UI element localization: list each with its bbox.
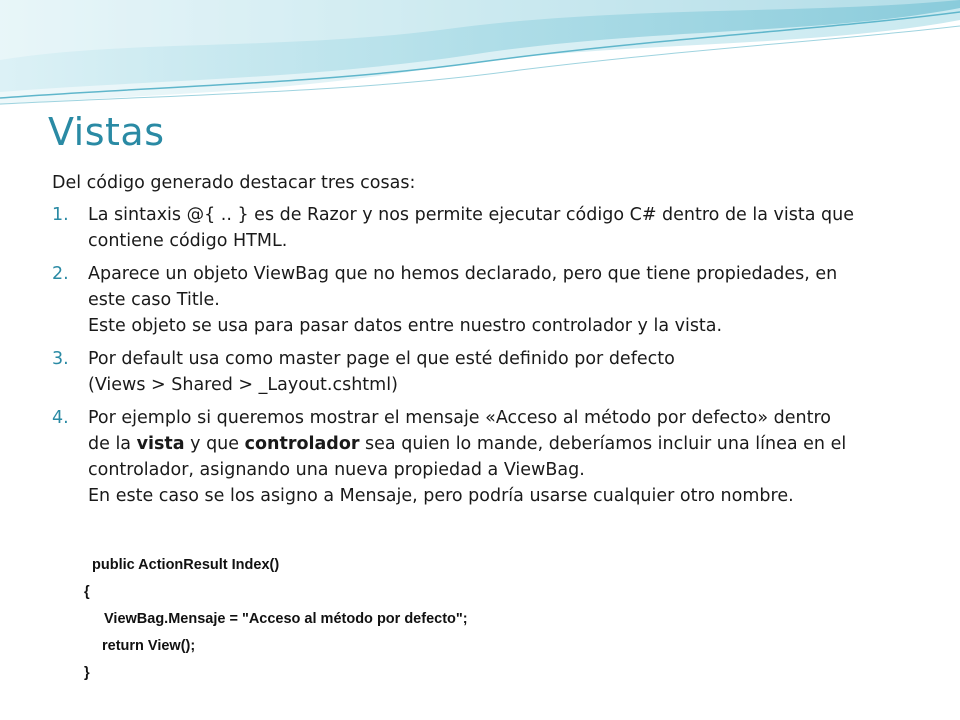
slide-body	[52, 170, 932, 516]
slide-title: Vistas	[48, 110, 165, 154]
list-line: La sintaxis @{ .. } es de Razor y nos permite ejecutar código C# dentro de la vista que	[88, 205, 854, 225]
list-item	[52, 261, 932, 339]
list-line: Este objeto se usa para pasar datos entre nuestro controlador y la vista.	[88, 316, 723, 336]
code-line: }	[84, 665, 90, 681]
list-line: En este caso se los asigno a Mensaje, pero podría usarse cualquier otro nombre.	[88, 486, 794, 506]
bold-term-controlador: controlador	[244, 434, 360, 454]
list-line: Por default usa como master page el que esté definido por defecto	[88, 349, 675, 369]
text-run: sea quien lo mande, deberíamos incluir una línea en el	[359, 434, 847, 454]
code-line: {	[84, 584, 90, 600]
list-item	[52, 202, 932, 254]
list-line: controlador, asignando una nueva propiedad a ViewBag.	[88, 460, 585, 480]
list-item	[52, 346, 932, 398]
bold-term-vista: vista	[136, 434, 185, 454]
list-line: este caso Title.	[88, 290, 220, 310]
list-number: 2.	[52, 264, 69, 284]
list-line: contiene código HTML.	[88, 231, 288, 251]
list-number: 4.	[52, 408, 69, 428]
list-line: Aparece un objeto ViewBag que no hemos declarado, pero que tiene propiedades, en	[88, 264, 838, 284]
wave-header-decoration	[0, 0, 960, 120]
list-line	[88, 431, 932, 457]
code-line: return View();	[102, 638, 196, 654]
list-item	[52, 405, 932, 509]
code-block	[78, 552, 468, 687]
intro-text: Del código generado destacar tres cosas:	[52, 173, 416, 193]
list-line: (Views > Shared > _Layout.cshtml)	[88, 375, 398, 395]
list-number: 1.	[52, 205, 69, 225]
numbered-list	[52, 202, 932, 509]
text-run: de la	[88, 434, 137, 454]
list-number: 3.	[52, 349, 69, 369]
code-line: ViewBag.Mensaje = "Acceso al método por defecto";	[104, 611, 468, 627]
list-line: Por ejemplo si queremos mostrar el mensaje «Acceso al método por defecto» dentro	[88, 408, 831, 428]
text-run: y que	[184, 434, 245, 454]
code-line: public ActionResult Index()	[92, 557, 280, 573]
